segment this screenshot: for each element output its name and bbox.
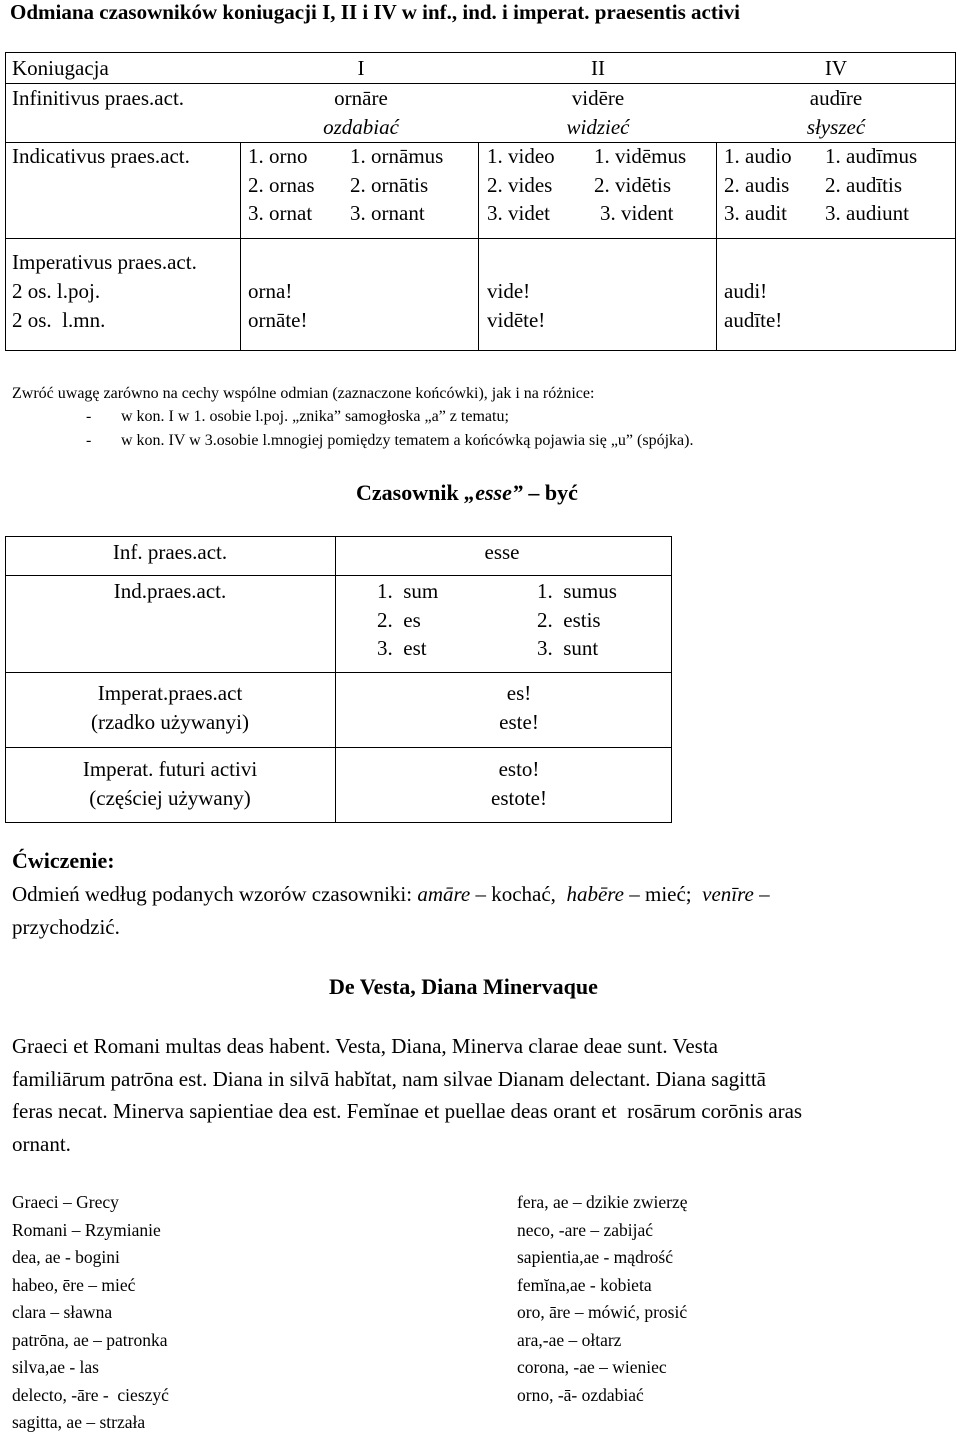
imperative-label: Imperativus praes.act. (12, 250, 197, 274)
esse-inf-value: esse (484, 540, 520, 564)
reading-line: Graeci et Romani multas deas habent. Vesta, Diana, Minerva clarae deae sunt. Vesta (12, 1034, 718, 1058)
exercise-gloss-2: – mieć; (623, 882, 703, 906)
esse-heading-pre: Czasownik (356, 480, 465, 505)
table-divider (5, 747, 672, 748)
vocab-entry: oro, āre – mówić, prosić (517, 1302, 688, 1322)
infinitive-conj-4: audīre (809, 86, 863, 110)
table-divider (5, 672, 672, 673)
indicative-c2-pl-2: 2. vidētis (594, 173, 671, 197)
reading-line: ornant. (12, 1132, 71, 1156)
imperative-c2-pl: vidēte! (487, 308, 546, 332)
esse-heading-post: – być (522, 480, 578, 505)
indicative-c2-pl-3: 3. vident (600, 201, 674, 225)
indicative-c4-sg-1: 1. audio (724, 144, 792, 168)
esse-imp-label-1: Imperat.praes.act (97, 681, 243, 705)
table-divider (716, 142, 717, 351)
infinitive-gloss-1: ozdabiać (323, 115, 399, 139)
reading-line: familiārum patrōna est. Diana in silvā habĭtat, nam silvae Dianam delectant. Diana sagittā (12, 1067, 766, 1091)
infinitive-conj-2: vidēre (571, 86, 625, 110)
infinitive-conj-1: ornāre (334, 86, 388, 110)
exercise-gloss-1: – kochać, (470, 882, 567, 906)
vocab-entry: sapientia,ae - mądrość (517, 1247, 673, 1267)
vocab-entry: clara – sławna (12, 1302, 113, 1322)
indicative-c2-sg-3: 3. videt (487, 201, 550, 225)
indicative-c2-sg-1: 1. video (487, 144, 555, 168)
table-divider (240, 142, 241, 351)
esse-imp-label-2: (rzadko używanyi) (90, 710, 250, 734)
vocab-entry: Romani – Rzymianie (12, 1219, 161, 1240)
notes-dash: - (86, 432, 92, 449)
imperative-row-pl: 2 os. l.mn. (12, 308, 106, 332)
vocab-entry: Graeci – Grecy (12, 1192, 119, 1212)
esse-fut-label-2: (częściej używany) (89, 786, 251, 810)
vocab-entry: corona, -ae – wieniec (517, 1357, 667, 1377)
indicative-c1-sg-2: 2. ornas (248, 173, 315, 197)
indicative-c4-pl-2: 2. audītis (825, 173, 902, 197)
vocab-entry: sagitta, ae – strzała (12, 1412, 146, 1432)
indicative-c1-sg-3: 3. ornat (248, 201, 313, 225)
vocab-entry: ara,-ae – ołtarz (517, 1329, 622, 1350)
imperative-c1-sg: orna! (248, 279, 293, 303)
indicative-label: Indicativus praes.act. (12, 144, 190, 168)
vocab-entry: femĭna,ae - kobieta (517, 1274, 652, 1295)
header-label: Koniugacja (12, 56, 109, 80)
vocab-entry: silva,ae - las (12, 1357, 99, 1377)
exercise-text (12, 878, 770, 911)
esse-imp-value-1: es! (506, 681, 532, 705)
indicative-c1-pl-3: 3. ornant (350, 201, 425, 225)
esse-inf-label: Inf. praes.act. (112, 540, 228, 564)
indicative-c1-pl-1: 1. ornāmus (350, 144, 444, 168)
vocab-entry: dea, ae - bogini (12, 1247, 120, 1267)
vocab-entry: delecto, -āre - cieszyć (12, 1384, 169, 1405)
esse-heading (356, 480, 578, 506)
esse-ind-label: Ind.praes.act. (113, 579, 227, 603)
esse-heading-verb: „esse” (464, 480, 523, 505)
indicative-c4-sg-3: 3. audit (724, 201, 787, 225)
table-divider (5, 575, 672, 576)
exercise-heading: Ćwiczenie: (12, 848, 115, 873)
vocab-right (517, 1189, 688, 1409)
esse-ind-sg-1: 1. sum (377, 579, 439, 603)
indicative-c4-sg-2: 2. audis (724, 173, 790, 197)
exercise-verb-3: venīre (702, 882, 754, 906)
imperative-c2-sg: vide! (487, 279, 531, 303)
table-divider (5, 238, 956, 239)
notes-item: w kon. IV w 3.osobie l.mnogiej pomiędzy tematem a końcówką pojawia się „u” (spójka). (121, 432, 694, 449)
esse-ind-pl-1: 1. sumus (537, 579, 617, 603)
esse-fut-value-2: estote! (491, 786, 547, 810)
exercise-text-2: przychodzić. (12, 915, 120, 939)
vocab-left (12, 1189, 169, 1437)
esse-imp-value-2: este! (499, 710, 539, 734)
indicative-c4-pl-3: 3. audiunt (825, 201, 909, 225)
imperative-c1-pl: ornāte! (248, 308, 308, 332)
exercise-gloss-3: – (753, 882, 770, 906)
imperative-c4-pl: audīte! (724, 308, 783, 332)
indicative-c4-pl-1: 1. audīmus (825, 144, 918, 168)
infinitive-label: Infinitivus praes.act. (12, 86, 185, 110)
esse-ind-sg-3: 3. est (377, 636, 427, 660)
esse-ind-pl-3: 3. sunt (537, 636, 599, 660)
imperative-c4-sg: audi! (724, 279, 768, 303)
exercise-verb-2: habēre (566, 882, 624, 906)
vocab-entry: orno, -ā- ozdabiać (517, 1384, 644, 1405)
notes-intro: Zwróć uwagę zarówno na cechy wspólne odmian (zaznaczone końcówki), jak i na różnice: (12, 385, 595, 402)
header-conj-2: II (591, 56, 605, 80)
indicative-c1-pl-2: 2. ornātis (350, 173, 429, 197)
reading-title: De Vesta, Diana Minervaque (329, 974, 598, 999)
header-conj-1: I (357, 56, 365, 80)
page-title: Odmiana czasowników koniugacji I, II i IV w inf., ind. i imperat. praesentis activi (10, 0, 741, 24)
vocab-entry: patrōna, ae – patronka (12, 1329, 168, 1350)
header-conj-4: IV (824, 56, 848, 80)
notes-item: w kon. I w 1. osobie l.poj. „znika” samogłoska „a” z tematu; (121, 408, 509, 425)
esse-ind-pl-2: 2. estis (537, 608, 601, 632)
vocab-entry: neco, -are – zabijać (517, 1219, 654, 1240)
infinitive-gloss-2: widzieć (566, 115, 630, 139)
infinitive-gloss-4: słyszeć (806, 115, 866, 139)
esse-ind-sg-2: 2. es (377, 608, 421, 632)
notes-dash: - (86, 408, 92, 425)
indicative-c1-sg-1: 1. orno (248, 144, 308, 168)
reading-line: feras necat. Minerva sapientiae dea est. Femĭnae et puellae deas orant et rosārum corōnis aras (12, 1099, 803, 1123)
exercise-verb-1: amāre (417, 882, 471, 906)
indicative-c2-pl-1: 1. vidēmus (594, 144, 687, 168)
exercise-text-1: Odmień według podanych wzorów czasowniki: (12, 882, 418, 906)
table-divider (335, 536, 336, 823)
esse-fut-label-1: Imperat. futuri activi (82, 757, 258, 781)
vocab-entry: habeo, ēre – mieć (12, 1274, 136, 1295)
vocab-entry: fera, ae – dzikie zwierzę (517, 1192, 688, 1212)
indicative-c2-sg-2: 2. vides (487, 173, 553, 197)
table-divider (478, 142, 479, 351)
imperative-row-sg: 2 os. l.poj. (12, 279, 101, 303)
esse-fut-value-1: esto! (498, 757, 540, 781)
